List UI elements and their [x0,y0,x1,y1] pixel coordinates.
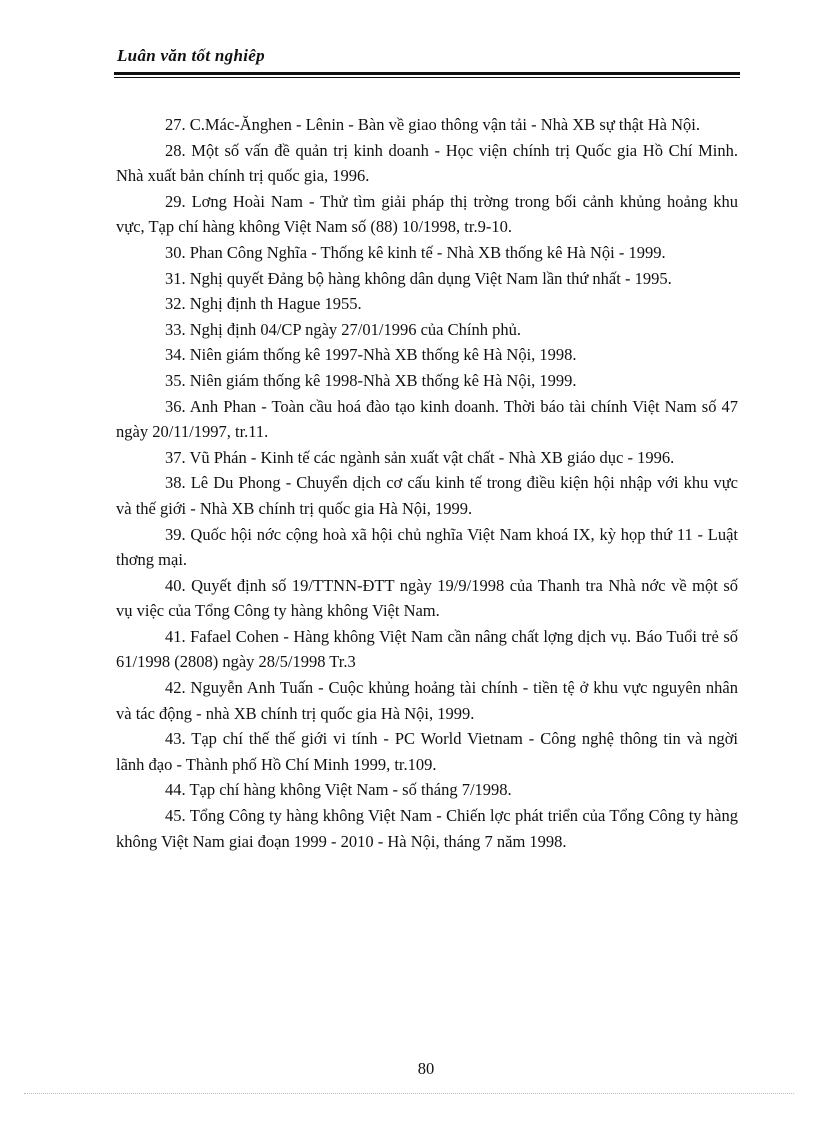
reference-item: 38. Lê Du Phong - Chuyển dịch cơ cấu kinh tế trong điều kiện hội nhập với khu vực và thế giới - Nhà XB chính trị quốc gia Hà Nội, 1999. [116,473,738,518]
reference-item: 37. Vũ Phán - Kinh tế các ngành sản xuất vật chất - Nhà XB giáo dục - 1996. [165,447,675,467]
page-number: 80 [417,1059,435,1078]
reference-item: 36. Anh Phan - Toàn cầu hoá đào tạo kinh doanh. Thời báo tài chính Việt Nam số 47 ngày 20/11/1997, tr.11. [116,396,738,442]
reference-item: 33. Nghị định 04/CP ngày 27/01/1996 của Chính phủ. [165,319,521,339]
header-title: Luân văn tốt nghiêp [117,46,265,65]
reference-item: 32. Nghị định th Hague 1955. [165,294,362,314]
reference-item: 39. Quốc hội nớc cộng hoà xã hội chủ nghĩa Việt Nam khoá IX, kỳ họp thứ 11 - Luật thơng mại. [116,524,738,570]
reference-item: 35. Niên giám thống kê 1998-Nhà XB thống kê Hà Nội, 1999. [165,370,577,390]
reference-item: 30. Phan Công Nghĩa - Thống kê kinh tế - Nhà XB thống kê Hà Nội - 1999. [165,242,666,262]
reference-item: 45. Tổng Công ty hàng không Việt Nam - Chiến lợc phát triển của Tổng Công ty hàng không Việt Nam giai đoạn 1999 - 2010 - Hà Nội, tháng 7 năm 1998. [116,806,738,851]
reference-item: 28. Một số vấn đề quản trị kinh doanh - Học viện chính trị Quốc gia Hồ Chí Minh. Nhà xuất bản chính trị quốc gia, 1996. [116,140,738,186]
reference-item: 42. Nguyễn Anh Tuấn - Cuộc khủng hoảng tài chính - tiền tệ ở khu vực nguyên nhân và tác động - nhà XB chính trị quốc gia Hà Nội, 1999. [116,678,738,723]
reference-item: 44. Tạp chí hàng không Việt Nam - số tháng 7/1998. [165,780,512,800]
reference-item: 31. Nghị quyết Đảng bộ hàng không dân dụng Việt Nam lần thứ nhất - 1995. [165,268,672,288]
reference-item: 41. Fafael Cohen - Hàng không Việt Nam cần nâng chất lợng dịch vụ. Báo Tuổi trẻ số 61/1998 (2808) ngày 28/5/1998 Tr.3 [116,626,738,672]
header-rule-thin [114,77,740,78]
reference-item: 29. Lơng Hoài Nam - Thử tìm giải pháp thị trờng trong bối cảnh khủng hoảng khu vực, Tạp chí hàng không Việt Nam số (88) 10/1998, tr.9-10. [116,191,738,237]
reference-item: 27. C.Mác-Ănghen - Lênin - Bàn về giao thông vận tải - Nhà XB sự thật Hà Nội. [165,115,700,134]
reference-item: 40. Quyết định số 19/TTNN-ĐTT ngày 19/9/1998 của Thanh tra Nhà nớc về một số vụ việc của Tổng Công ty hàng không Việt Nam. [116,575,738,621]
header-rule-thick [114,72,740,75]
reference-list [116,112,738,854]
reference-item: 43. Tạp chí thế thế giới vi tính - PC World Vietnam - Công nghệ thông tin và ngời lãnh đạo - Thành phố Hồ Chí Minh 1999, tr.109. [116,729,738,774]
page-bottom-divider [24,1093,794,1094]
reference-item: 34. Niên giám thống kê 1997-Nhà XB thống kê Hà Nội, 1998. [165,345,577,365]
